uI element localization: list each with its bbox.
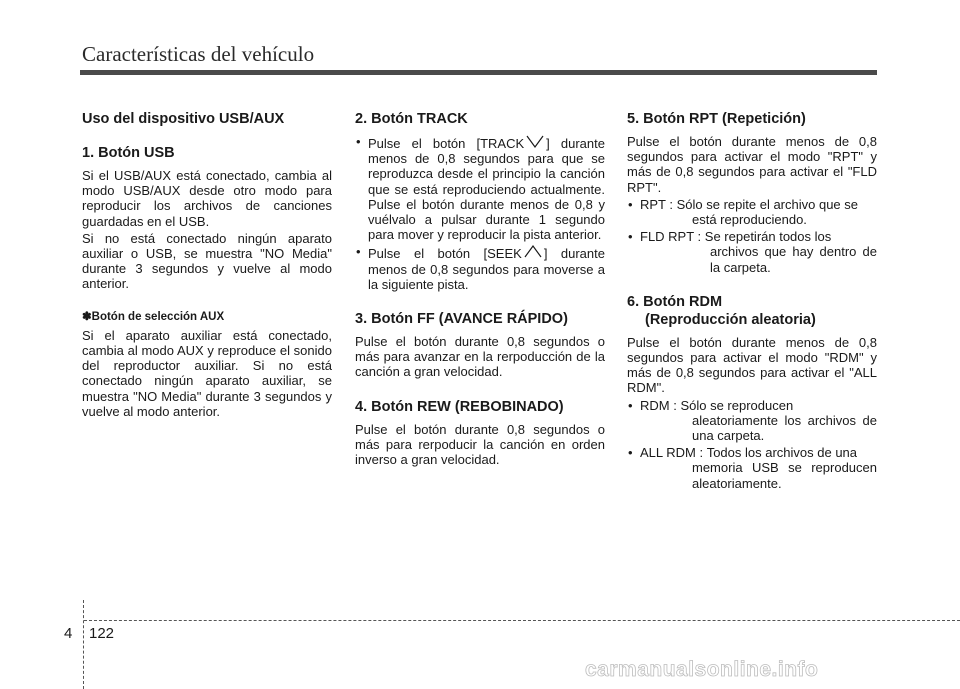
aux-note-title: Botón de selección AUX: [91, 310, 225, 323]
aux-note-paragraph: Si el aparato auxiliar está conectado, cambia al modo AUX y reproduce el sonido del reproductor auxiliar. Si no está conectado ningún aparato auxiliar, se muestra "NO Media" durante 3 segundos y vuelve al modo anterior.: [82, 327, 332, 419]
all-rdm-text-cont: memoria USB se reproducen aleatoriamente.: [692, 460, 877, 491]
track-bullet-1: [355, 134, 605, 242]
track-bullet-2: [355, 244, 605, 292]
rdm-heading-line-2: (Reproducción aleatoria): [645, 311, 816, 328]
rpt-bullet-2: [627, 229, 877, 275]
rew-button-heading: 4. Botón REW (REBOBINADO): [355, 398, 564, 415]
rpt-bullet-1: [627, 197, 877, 227]
fld-rpt-text-cont: archivos que hay dentro de la carpeta.: [710, 244, 877, 275]
rew-paragraph: Pulse el botón durante 0,8 segundos o más para rerpoducir la canción en orden inverso a gran velocidad.: [355, 421, 605, 468]
page-header-title: Características del vehículo: [82, 42, 315, 66]
rpt-text: Sólo se repite el archivo que se: [676, 196, 858, 212]
track-bullet-1-post: ] durante menos de 0,8 segundos para que se reproduzca desde el principio la canción que se está reproduciendo actualmente. Pulse el botón durante menos de 0,8 y vuélvalo a pulsar durante 1 segundo para mover y reproducir la pista anterior.: [368, 136, 605, 243]
rdm-text: Sólo se reproducen: [680, 397, 794, 413]
rpt-label: • RPT :: [640, 196, 677, 212]
header-rule: [80, 70, 877, 75]
rdm-bullet-2: [627, 445, 877, 491]
usb-paragraph-1: Si el USB/AUX está conectado, cambia al modo USB/AUX desde otro modo para reproducir los archivos de canciones guardadas en el USB.: [82, 168, 332, 229]
footer-vertical-rule: [83, 600, 84, 689]
track-bullet-2-post: ] durante menos de 0,8 segundos para moverse a la siguiente pista.: [368, 246, 605, 292]
chevron-up-icon: [522, 244, 544, 259]
rpt-text-cont: está reproduciendo.: [692, 212, 807, 228]
watermark: carmanualsonline.info: [585, 658, 819, 681]
page-number: 122: [89, 625, 115, 642]
column-usb-aux: [82, 110, 332, 421]
ff-paragraph: Pulse el botón durante 0,8 segundos o más para avanzar en la rerpoducción de la canción a gran velocidad.: [355, 334, 605, 380]
footer-horizontal-rule: [84, 620, 960, 621]
usb-button-heading: 1. Botón USB: [82, 145, 175, 161]
all-rdm-text: Todos los archivos de una: [706, 445, 858, 461]
rdm-button-heading: [627, 293, 877, 329]
rpt-paragraph: Pulse el botón durante menos de 0,8 segundos para activar el modo "RPT" y más de 0,8 segundos para activar el "FLD RPT".: [627, 134, 877, 195]
track-bullet-2-pre: Pulse el botón [SEEK: [368, 246, 522, 262]
column-rpt-rdm: [627, 110, 877, 493]
rpt-button-heading: 5. Botón RPT (Repetición): [627, 111, 806, 127]
note-star-icon: ✽: [82, 310, 92, 323]
rdm-heading-line-1: 6. Botón RDM: [627, 293, 723, 310]
chevron-down-icon: [524, 134, 546, 149]
rdm-paragraph: Pulse el botón durante menos de 0,8 segundos para activar el modo "RDM" y más de 0,8 segundos para activar el "ALL RDM".: [627, 334, 877, 396]
fld-rpt-label: • FLD RPT :: [640, 229, 705, 245]
chapter-number: 4: [64, 625, 73, 642]
column-track-ff-rew: [355, 110, 605, 469]
fld-rpt-text: Se repetirán todos los: [704, 229, 832, 245]
section-main-heading: Uso del dispositivo USB/AUX: [82, 111, 285, 127]
ff-button-heading: 3. Botón FF (AVANCE RÁPIDO): [355, 311, 568, 328]
aux-note-heading: [82, 310, 332, 325]
all-rdm-label: • ALL RDM :: [640, 445, 707, 461]
usb-paragraph-2: Si no está conectado ningún aparato auxiliar o USB, se muestra "NO Media" durante 3 segundos y vuelve al modo anterior.: [82, 230, 332, 292]
rdm-bullet-1: [627, 398, 877, 444]
rdm-label: • RDM :: [640, 397, 681, 413]
rdm-text-cont: aleatoriamente los archivos de una carpeta.: [692, 412, 877, 444]
track-button-heading: 2. Botón TRACK: [355, 111, 468, 127]
track-bullet-1-pre: Pulse el botón [TRACK: [368, 136, 525, 151]
